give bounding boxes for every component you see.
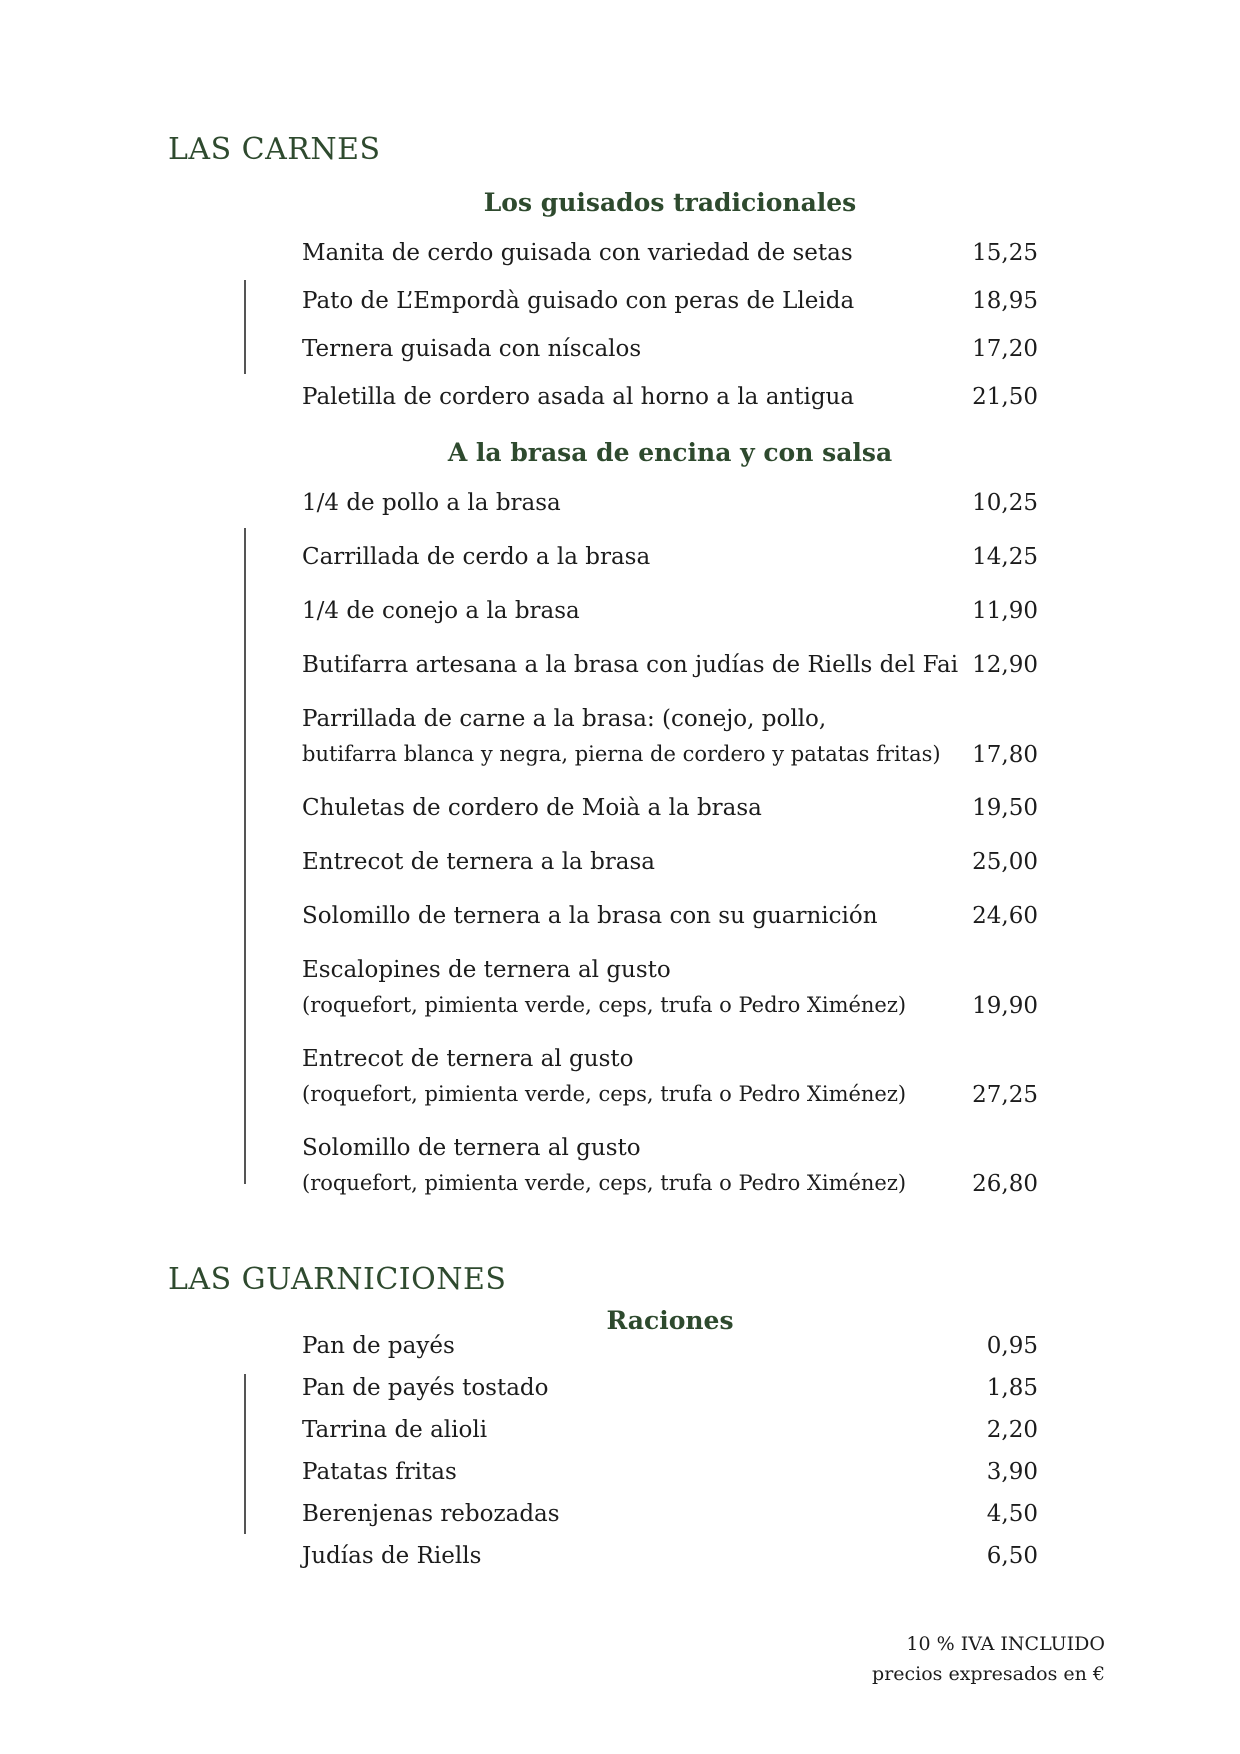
item-name: Parrillada de carne a la brasa: (conejo, pollo, bbox=[302, 706, 827, 732]
iva-note: 10 % IVA INCLUIDO bbox=[906, 1633, 1105, 1655]
menu-item bbox=[302, 903, 1038, 943]
menu-item bbox=[302, 1046, 1038, 1108]
item-name: Entrecot de ternera a la brasa bbox=[302, 849, 656, 875]
menu-item bbox=[302, 1501, 1038, 1541]
item-price: 0,95 bbox=[986, 1333, 1038, 1359]
item-name: 1/4 de pollo a la brasa bbox=[302, 490, 561, 516]
item-price: 15,25 bbox=[972, 240, 1038, 266]
menu-item bbox=[302, 1333, 1038, 1373]
item-price: 10,25 bbox=[972, 490, 1038, 516]
section-title-carnes: LAS CARNES bbox=[168, 132, 381, 167]
item-name: Paletilla de cordero asada al horno a la antigua bbox=[302, 384, 855, 410]
item-price: 21,50 bbox=[972, 384, 1038, 410]
divider-rule-raciones bbox=[244, 1374, 246, 1534]
item-name: Tarrina de alioli bbox=[302, 1417, 488, 1443]
section-title-guarniciones: LAS GUARNICIONES bbox=[168, 1262, 507, 1297]
subtitle-raciones: Raciones bbox=[606, 1306, 734, 1335]
item-name: Carrillada de cerdo a la brasa bbox=[302, 544, 651, 570]
menu-item bbox=[302, 240, 1038, 280]
menu-item bbox=[302, 1135, 1038, 1197]
item-price: 26,80 bbox=[972, 1171, 1038, 1197]
menu-item bbox=[302, 544, 1038, 584]
menu-item bbox=[302, 1417, 1038, 1457]
item-name: Berenjenas rebozadas bbox=[302, 1501, 560, 1527]
item-price: 19,90 bbox=[972, 993, 1038, 1019]
currency-note: precios expresados en € bbox=[872, 1663, 1105, 1685]
price-footer bbox=[872, 1629, 1105, 1689]
item-name: Pan de payés bbox=[302, 1333, 455, 1359]
item-name: Entrecot de ternera al gusto bbox=[302, 1046, 634, 1072]
item-price: 2,20 bbox=[986, 1417, 1038, 1443]
item-name: Ternera guisada con níscalos bbox=[302, 336, 642, 362]
item-name: Escalopines de ternera al gusto bbox=[302, 957, 671, 983]
item-name: Pato de L’Empordà guisado con peras de Lleida bbox=[302, 288, 855, 314]
item-description: (roquefort, pimienta verde, ceps, trufa o Pedro Ximénez) bbox=[302, 1171, 907, 1195]
item-price: 27,25 bbox=[972, 1082, 1038, 1108]
item-price: 11,90 bbox=[972, 598, 1038, 624]
item-price: 19,50 bbox=[972, 795, 1038, 821]
item-name: Pan de payés tostado bbox=[302, 1375, 549, 1401]
menu-item bbox=[302, 652, 1038, 692]
item-description: (roquefort, pimienta verde, ceps, trufa o Pedro Ximénez) bbox=[302, 1082, 907, 1106]
item-name: Manita de cerdo guisada con variedad de setas bbox=[302, 240, 853, 266]
item-price: 17,20 bbox=[972, 336, 1038, 362]
item-price: 4,50 bbox=[986, 1501, 1038, 1527]
menu-item bbox=[302, 490, 1038, 530]
item-price: 3,90 bbox=[986, 1459, 1038, 1485]
menu-item bbox=[302, 1375, 1038, 1415]
menu-item bbox=[302, 706, 1038, 768]
item-price: 14,25 bbox=[972, 544, 1038, 570]
item-price: 18,95 bbox=[972, 288, 1038, 314]
divider-rule-guisados bbox=[244, 280, 246, 374]
item-price: 25,00 bbox=[972, 849, 1038, 875]
item-name: Chuletas de cordero de Moià a la brasa bbox=[302, 795, 762, 821]
menu-item bbox=[302, 288, 1038, 328]
item-name: Butifarra artesana a la brasa con judías de Riells del Fai bbox=[302, 652, 959, 678]
menu-item bbox=[302, 384, 1038, 424]
item-description: (roquefort, pimienta verde, ceps, trufa o Pedro Ximénez) bbox=[302, 993, 907, 1017]
item-price: 6,50 bbox=[986, 1543, 1038, 1569]
item-price: 24,60 bbox=[972, 903, 1038, 929]
item-name: Solomillo de ternera al gusto bbox=[302, 1135, 641, 1161]
subtitle-guisados: Los guisados tradicionales bbox=[483, 188, 857, 217]
item-price: 17,80 bbox=[972, 742, 1038, 768]
item-description: butifarra blanca y negra, pierna de cordero y patatas fritas) bbox=[302, 742, 941, 766]
menu-item bbox=[302, 1543, 1038, 1583]
item-name: Judías de Riells bbox=[302, 1543, 482, 1569]
subtitle-brasa: A la brasa de encina y con salsa bbox=[447, 438, 893, 467]
item-name: Patatas fritas bbox=[302, 1459, 457, 1485]
item-price: 1,85 bbox=[986, 1375, 1038, 1401]
item-price: 12,90 bbox=[972, 652, 1038, 678]
menu-item bbox=[302, 795, 1038, 835]
item-name: Solomillo de ternera a la brasa con su guarnición bbox=[302, 903, 878, 929]
menu-item bbox=[302, 598, 1038, 638]
divider-rule-brasa bbox=[244, 528, 246, 1184]
menu-item bbox=[302, 957, 1038, 1019]
item-name: 1/4 de conejo a la brasa bbox=[302, 598, 580, 624]
menu-item bbox=[302, 336, 1038, 376]
menu-item bbox=[302, 1459, 1038, 1499]
menu-item bbox=[302, 849, 1038, 889]
